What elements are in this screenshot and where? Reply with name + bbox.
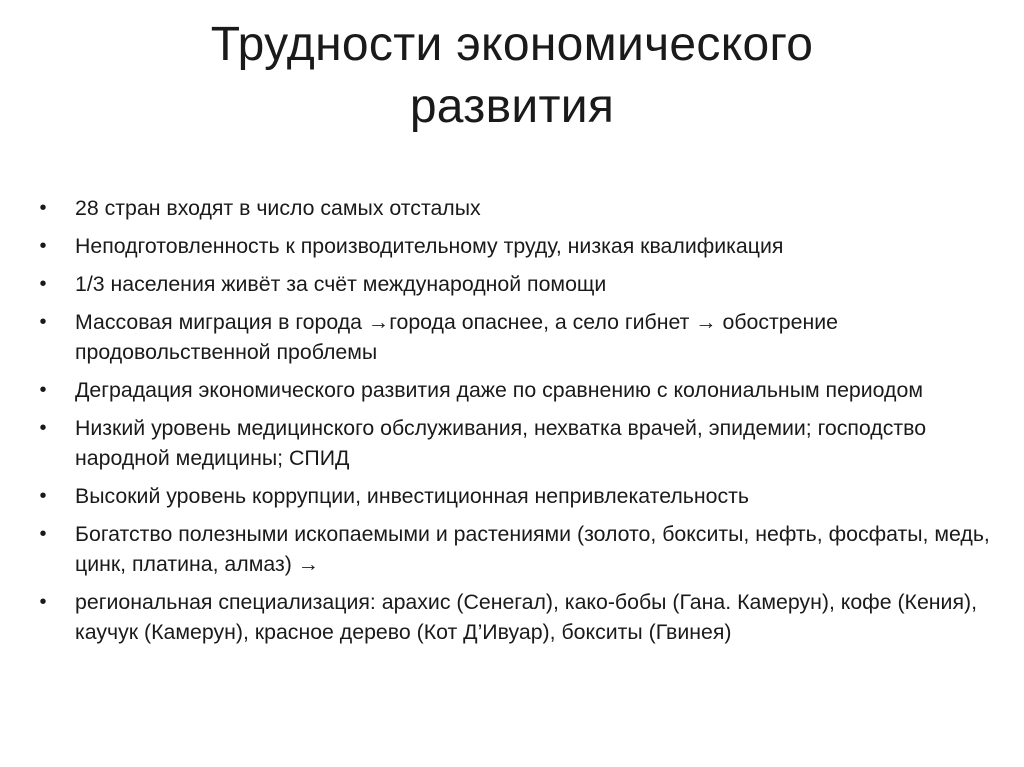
bullet-dot-icon: • [39, 235, 47, 257]
slide-title-line-2: развития [409, 80, 615, 133]
bullet-list [36, 193, 1006, 655]
bullet-item [36, 481, 1006, 511]
bullet-dot-icon: • [39, 311, 47, 333]
slide-title [90, 14, 934, 138]
bullet-item [36, 519, 1006, 579]
bullet-item [36, 269, 1006, 299]
bullet-text: 1/3 населения живёт за счёт международной помощи [75, 272, 607, 296]
bullet-text: 28 стран входят в число самых отсталых [75, 196, 481, 220]
bullet-text: Богатство полезными ископаемыми и растениями (золото, бокситы, нефть, фосфаты, медь, цинк, платина, алмаз) → [75, 522, 990, 576]
bullet-dot-icon: • [39, 273, 47, 295]
bullet-dot-icon: • [39, 523, 47, 545]
bullet-dot-icon: • [39, 197, 47, 219]
bullet-text: региональная специализация: арахис (Сенегал), како-бобы (Гана. Камерун), кофе (Кения), каучук (Камерун), красное дерево (Кот Д’Ивуар), бокситы (Гвинея) [75, 590, 977, 644]
bullet-item [36, 231, 1006, 261]
bullet-dot-icon: • [39, 591, 47, 613]
slide-title-line-1: Трудности экономического [210, 18, 814, 71]
bullet-text: Деградация экономического развития даже по сравнению с колониальным периодом [75, 378, 923, 402]
bullet-item [36, 307, 1006, 367]
bullet-item [36, 375, 1006, 405]
bullet-dot-icon: • [39, 417, 47, 439]
bullet-text: Высокий уровень коррупции, инвестиционная непривлекательность [75, 484, 749, 508]
bullet-item [36, 587, 1006, 647]
bullet-text: Массовая миграция в города →города опаснее, а село гибнет → обострение продовольственной проблемы [75, 310, 838, 364]
bullet-item [36, 413, 1006, 473]
bullet-dot-icon: • [39, 485, 47, 507]
bullet-text: Низкий уровень медицинского обслуживания, нехватка врачей, эпидемии; господство народной медицины; СПИД [75, 416, 927, 470]
bullet-dot-icon: • [39, 379, 47, 401]
bullet-text: Неподготовленность к производительному труду, низкая квалификация [75, 234, 784, 258]
bullet-item [36, 193, 1006, 223]
